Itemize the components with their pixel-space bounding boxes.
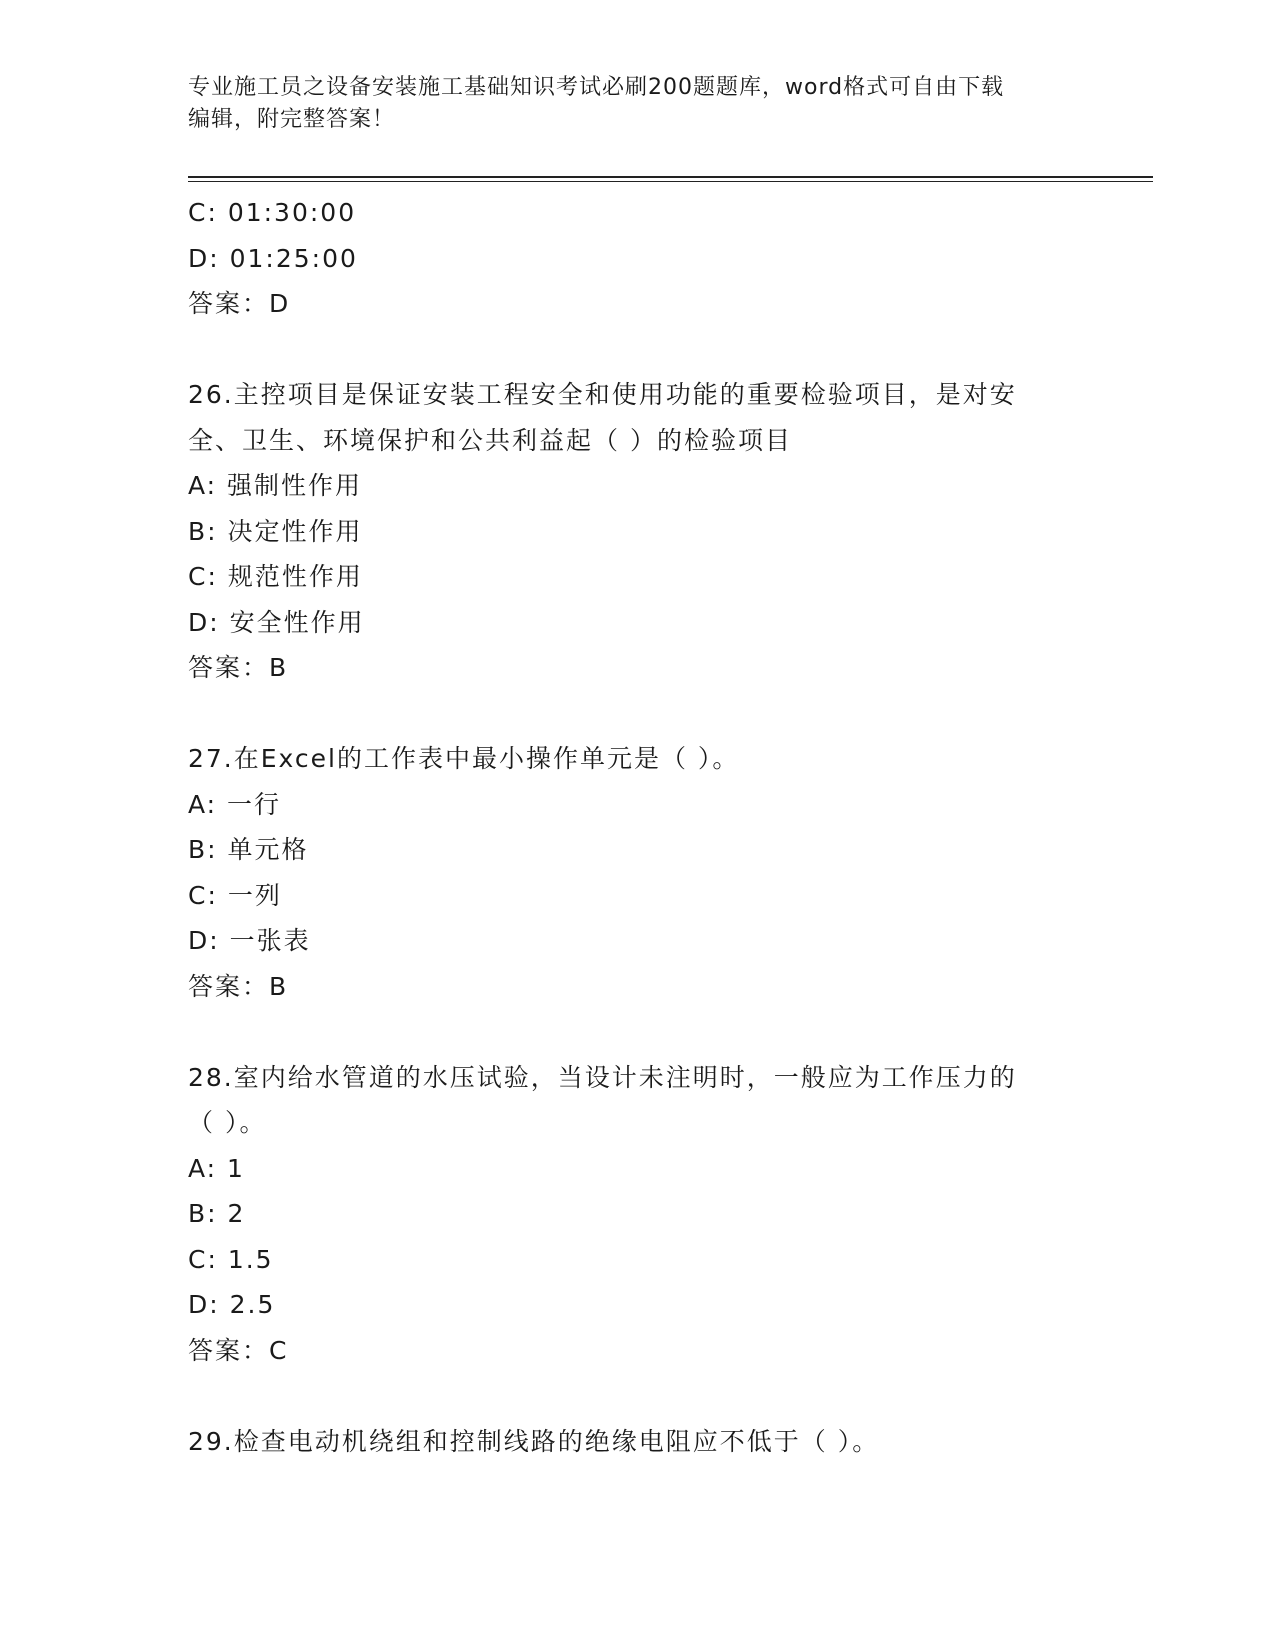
option-d: D: 一张表	[188, 926, 311, 955]
question-block	[188, 736, 1088, 1009]
question-block	[188, 1419, 1088, 1465]
option-c: C: 1.5	[188, 1244, 274, 1274]
question-block	[188, 372, 1088, 691]
header-line-2: 编辑，附完整答案！	[188, 107, 396, 132]
option-b: B: 2	[188, 1199, 246, 1228]
question-text: 29.检查电动机绕组和控制线路的绝缘电阻应不低于（ ）。	[188, 1426, 880, 1456]
question-block	[188, 1055, 1088, 1374]
option-c: C: 一列	[188, 880, 282, 910]
option-d: D: 2.5	[188, 1290, 276, 1319]
question-text: （ ）。	[188, 1108, 267, 1137]
option-c: C: 规范性作用	[188, 562, 363, 591]
option-a: A: 1	[188, 1153, 245, 1183]
question-text: 全、卫生、环境保护和公共利益起（ ）的检验项目	[188, 425, 792, 455]
header-line-1: 专业施工员之设备安装施工基础知识考试必刷200题题库，word格式可自由下载	[188, 75, 1005, 100]
question-list	[188, 190, 1088, 1464]
answer-text: 答案：B	[188, 653, 289, 682]
option-c: C: 01:30:00	[188, 198, 357, 227]
answer-text: 答案：B	[188, 971, 289, 1001]
header-divider	[188, 176, 1153, 182]
option-d: D: 安全性作用	[188, 607, 365, 637]
option-d: D: 01:25:00	[188, 243, 358, 273]
question-text: 27.在Excel的工作表中最小操作单元是（ ）。	[188, 744, 740, 773]
document-header	[188, 72, 1068, 136]
option-a: A: 一行	[188, 789, 282, 819]
option-b: B: 单元格	[188, 835, 309, 864]
question-block	[188, 190, 1088, 327]
answer-text: 答案：D	[188, 289, 291, 318]
answer-text: 答案：C	[188, 1335, 289, 1365]
question-text: 26.主控项目是保证安装工程安全和使用功能的重要检验项目，是对安	[188, 380, 1017, 409]
option-b: B: 决定性作用	[188, 516, 363, 546]
question-text: 28.室内给水管道的水压试验，当设计未注明时，一般应为工作压力的	[188, 1062, 1017, 1092]
option-a: A: 强制性作用	[188, 471, 363, 500]
